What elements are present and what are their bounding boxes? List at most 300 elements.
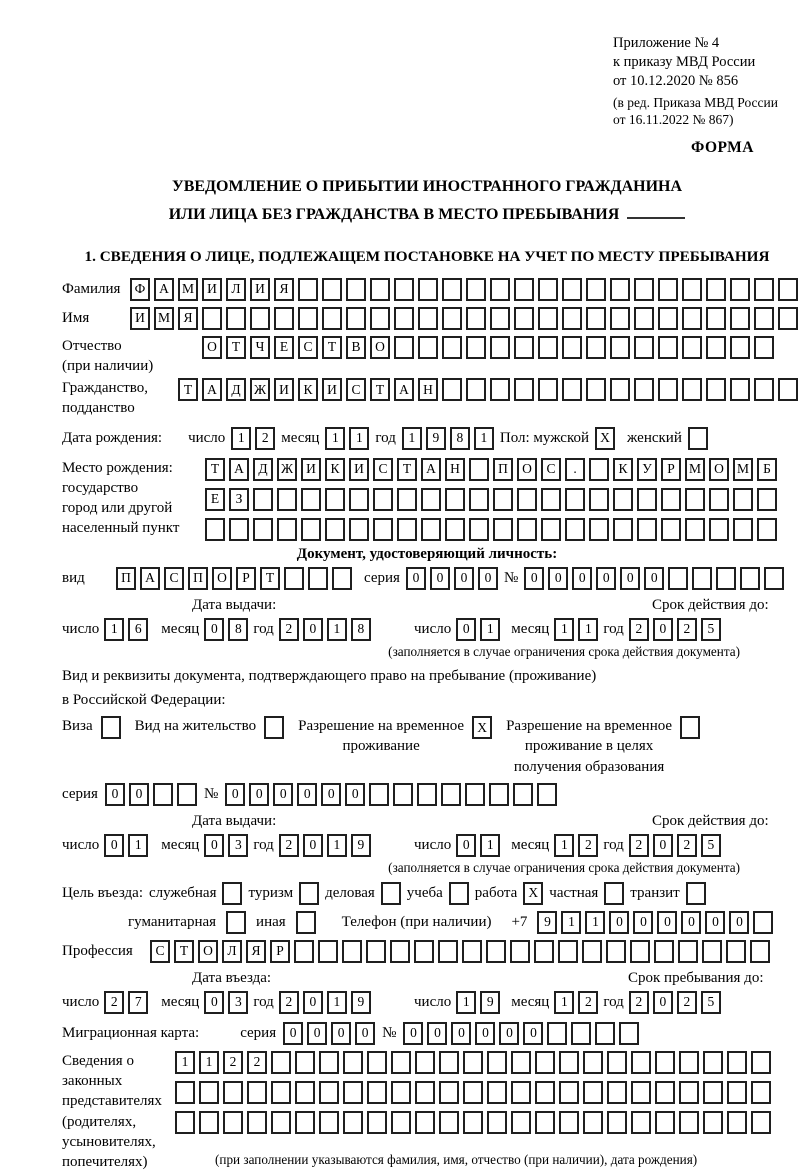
char-box[interactable]: Я [274, 278, 294, 301]
char-box[interactable] [778, 278, 798, 301]
char-box[interactable] [442, 336, 462, 359]
char-box[interactable] [613, 488, 633, 511]
char-box[interactable]: 2 [279, 991, 299, 1014]
char-box[interactable] [514, 336, 534, 359]
char-box[interactable] [517, 488, 537, 511]
char-box[interactable] [264, 716, 284, 739]
char-box[interactable] [685, 488, 705, 511]
char-box[interactable]: 1 [327, 991, 347, 1014]
char-box[interactable]: 0 [609, 911, 629, 934]
char-box[interactable] [511, 1051, 531, 1074]
char-box[interactable]: К [613, 458, 633, 481]
char-box[interactable]: . [565, 458, 585, 481]
char-box[interactable] [370, 278, 390, 301]
char-box[interactable] [730, 378, 750, 401]
char-box[interactable] [343, 1051, 363, 1074]
char-box[interactable] [277, 488, 297, 511]
char-box[interactable] [226, 911, 246, 934]
char-box[interactable] [754, 307, 774, 330]
char-box[interactable] [469, 488, 489, 511]
char-box[interactable] [559, 1051, 579, 1074]
char-box[interactable] [565, 488, 585, 511]
char-box[interactable]: Б [757, 458, 777, 481]
char-box[interactable]: 0 [572, 567, 592, 590]
char-box[interactable] [442, 278, 462, 301]
char-box[interactable] [490, 336, 510, 359]
char-box[interactable] [730, 278, 750, 301]
char-box[interactable] [753, 911, 773, 934]
char-box[interactable]: X [523, 882, 543, 905]
char-box[interactable] [751, 1111, 771, 1134]
char-box[interactable] [284, 567, 304, 590]
char-box[interactable]: М [733, 458, 753, 481]
char-box[interactable] [394, 278, 414, 301]
char-box[interactable]: 0 [104, 834, 124, 857]
char-box[interactable]: М [178, 278, 198, 301]
char-box[interactable] [462, 940, 482, 963]
char-box[interactable] [229, 518, 249, 541]
char-box[interactable] [727, 1111, 747, 1134]
char-box[interactable] [319, 1081, 339, 1104]
char-box[interactable]: 1 [474, 427, 494, 450]
char-box[interactable]: 1 [199, 1051, 219, 1074]
char-box[interactable] [631, 1051, 651, 1074]
char-box[interactable]: 0 [303, 991, 323, 1014]
char-box[interactable]: Ч [250, 336, 270, 359]
char-box[interactable]: 2 [677, 991, 697, 1014]
char-box[interactable]: 0 [478, 567, 498, 590]
char-box[interactable] [610, 378, 630, 401]
char-box[interactable]: 0 [657, 911, 677, 934]
char-box[interactable]: 0 [283, 1022, 303, 1045]
char-box[interactable] [613, 518, 633, 541]
char-box[interactable]: И [274, 378, 294, 401]
char-box[interactable]: А [421, 458, 441, 481]
char-box[interactable] [562, 336, 582, 359]
char-box[interactable] [517, 518, 537, 541]
char-box[interactable]: 0 [596, 567, 616, 590]
char-box[interactable]: 1 [480, 834, 500, 857]
char-box[interactable]: 1 [554, 618, 574, 641]
char-box[interactable] [394, 307, 414, 330]
char-box[interactable] [541, 518, 561, 541]
char-box[interactable]: 0 [653, 618, 673, 641]
char-box[interactable] [595, 1022, 615, 1045]
char-box[interactable]: 3 [228, 991, 248, 1014]
char-box[interactable] [709, 518, 729, 541]
char-box[interactable]: 1 [554, 834, 574, 857]
char-box[interactable] [607, 1051, 627, 1074]
char-box[interactable] [493, 518, 513, 541]
char-box[interactable] [559, 1081, 579, 1104]
char-box[interactable]: 0 [451, 1022, 471, 1045]
char-box[interactable]: П [493, 458, 513, 481]
char-box[interactable] [514, 307, 534, 330]
char-box[interactable]: П [188, 567, 208, 590]
char-box[interactable] [534, 940, 554, 963]
char-box[interactable] [277, 518, 297, 541]
char-box[interactable] [271, 1081, 291, 1104]
char-box[interactable]: Е [274, 336, 294, 359]
char-box[interactable] [466, 307, 486, 330]
char-box[interactable]: Р [236, 567, 256, 590]
char-box[interactable] [490, 378, 510, 401]
char-box[interactable] [319, 1111, 339, 1134]
char-box[interactable] [343, 1081, 363, 1104]
char-box[interactable]: Д [253, 458, 273, 481]
char-box[interactable] [487, 1051, 507, 1074]
char-box[interactable] [565, 518, 585, 541]
char-box[interactable] [247, 1081, 267, 1104]
char-box[interactable]: 0 [297, 783, 317, 806]
char-box[interactable]: 8 [351, 618, 371, 641]
char-box[interactable] [295, 1081, 315, 1104]
char-box[interactable]: С [150, 940, 170, 963]
char-box[interactable] [586, 336, 606, 359]
char-box[interactable]: X [595, 427, 615, 450]
char-box[interactable] [370, 307, 390, 330]
char-box[interactable]: О [198, 940, 218, 963]
char-box[interactable]: 0 [653, 834, 673, 857]
char-box[interactable] [661, 488, 681, 511]
char-box[interactable] [538, 336, 558, 359]
char-box[interactable] [571, 1022, 591, 1045]
char-box[interactable]: Т [174, 940, 194, 963]
char-box[interactable] [332, 567, 352, 590]
char-box[interactable]: Я [178, 307, 198, 330]
char-box[interactable] [318, 940, 338, 963]
char-box[interactable] [688, 427, 708, 450]
char-box[interactable]: 5 [701, 991, 721, 1014]
char-box[interactable] [253, 488, 273, 511]
char-box[interactable] [754, 278, 774, 301]
char-box[interactable] [538, 278, 558, 301]
char-box[interactable] [301, 518, 321, 541]
char-box[interactable]: Ж [277, 458, 297, 481]
char-box[interactable] [397, 488, 417, 511]
char-box[interactable] [101, 716, 121, 739]
char-box[interactable]: 2 [279, 618, 299, 641]
char-box[interactable] [754, 336, 774, 359]
char-box[interactable] [661, 518, 681, 541]
char-box[interactable] [558, 940, 578, 963]
char-box[interactable] [177, 783, 197, 806]
char-box[interactable] [637, 488, 657, 511]
char-box[interactable] [308, 567, 328, 590]
char-box[interactable] [730, 307, 750, 330]
char-box[interactable]: 2 [578, 991, 598, 1014]
char-box[interactable] [391, 1111, 411, 1134]
char-box[interactable] [679, 1051, 699, 1074]
char-box[interactable] [441, 783, 461, 806]
char-box[interactable] [445, 518, 465, 541]
char-box[interactable] [493, 488, 513, 511]
char-box[interactable] [750, 940, 770, 963]
char-box[interactable]: 1 [578, 618, 598, 641]
char-box[interactable] [394, 336, 414, 359]
char-box[interactable] [538, 378, 558, 401]
char-box[interactable] [658, 307, 678, 330]
char-box[interactable]: Ж [250, 378, 270, 401]
char-box[interactable] [438, 940, 458, 963]
char-box[interactable] [709, 488, 729, 511]
char-box[interactable]: 0 [523, 1022, 543, 1045]
char-box[interactable] [415, 1051, 435, 1074]
char-box[interactable]: В [346, 336, 366, 359]
char-box[interactable] [678, 940, 698, 963]
char-box[interactable]: 0 [403, 1022, 423, 1045]
char-box[interactable] [655, 1111, 675, 1134]
char-box[interactable] [716, 567, 736, 590]
char-box[interactable] [510, 940, 530, 963]
char-box[interactable] [299, 882, 319, 905]
char-box[interactable] [751, 1051, 771, 1074]
char-box[interactable]: 9 [351, 991, 371, 1014]
char-box[interactable] [205, 518, 225, 541]
char-box[interactable] [367, 1051, 387, 1074]
char-box[interactable] [349, 518, 369, 541]
char-box[interactable] [415, 1081, 435, 1104]
char-box[interactable] [706, 278, 726, 301]
char-box[interactable] [764, 567, 784, 590]
char-box[interactable] [706, 307, 726, 330]
char-box[interactable]: 2 [247, 1051, 267, 1074]
char-box[interactable]: 0 [355, 1022, 375, 1045]
char-box[interactable]: 0 [307, 1022, 327, 1045]
char-box[interactable] [250, 307, 270, 330]
char-box[interactable]: 0 [633, 911, 653, 934]
char-box[interactable] [727, 1081, 747, 1104]
char-box[interactable]: 0 [427, 1022, 447, 1045]
char-box[interactable] [757, 518, 777, 541]
char-box[interactable]: 1 [585, 911, 605, 934]
char-box[interactable] [757, 488, 777, 511]
char-box[interactable] [465, 783, 485, 806]
char-box[interactable]: И [322, 378, 342, 401]
char-box[interactable] [703, 1051, 723, 1074]
char-box[interactable] [449, 882, 469, 905]
char-box[interactable] [489, 783, 509, 806]
char-box[interactable] [418, 307, 438, 330]
char-box[interactable] [421, 518, 441, 541]
char-box[interactable] [274, 307, 294, 330]
char-box[interactable]: И [301, 458, 321, 481]
char-box[interactable]: 5 [701, 834, 721, 857]
char-box[interactable] [706, 378, 726, 401]
char-box[interactable] [301, 488, 321, 511]
char-box[interactable]: 0 [249, 783, 269, 806]
char-box[interactable] [538, 307, 558, 330]
char-box[interactable]: Н [418, 378, 438, 401]
char-box[interactable]: 2 [629, 834, 649, 857]
char-box[interactable]: 9 [480, 991, 500, 1014]
char-box[interactable]: К [298, 378, 318, 401]
char-box[interactable] [511, 1081, 531, 1104]
char-box[interactable]: 8 [450, 427, 470, 450]
char-box[interactable] [442, 378, 462, 401]
char-box[interactable]: О [370, 336, 390, 359]
char-box[interactable]: Р [661, 458, 681, 481]
char-box[interactable]: С [164, 567, 184, 590]
char-box[interactable] [366, 940, 386, 963]
char-box[interactable] [295, 1051, 315, 1074]
char-box[interactable] [589, 488, 609, 511]
char-box[interactable]: 2 [677, 834, 697, 857]
char-box[interactable] [175, 1081, 195, 1104]
char-box[interactable] [634, 336, 654, 359]
char-box[interactable]: 0 [204, 618, 224, 641]
char-box[interactable]: 0 [273, 783, 293, 806]
char-box[interactable]: А [154, 278, 174, 301]
char-box[interactable]: О [709, 458, 729, 481]
char-box[interactable]: 0 [225, 783, 245, 806]
char-box[interactable]: 1 [128, 834, 148, 857]
char-box[interactable]: 1 [327, 618, 347, 641]
char-box[interactable] [463, 1111, 483, 1134]
char-box[interactable]: 1 [175, 1051, 195, 1074]
char-box[interactable]: Д [226, 378, 246, 401]
char-box[interactable]: 0 [129, 783, 149, 806]
char-box[interactable] [682, 378, 702, 401]
char-box[interactable] [346, 278, 366, 301]
char-box[interactable] [655, 1081, 675, 1104]
char-box[interactable] [637, 518, 657, 541]
char-box[interactable] [319, 1051, 339, 1074]
char-box[interactable]: Т [260, 567, 280, 590]
char-box[interactable] [631, 1081, 651, 1104]
char-box[interactable]: С [373, 458, 393, 481]
char-box[interactable] [655, 1051, 675, 1074]
char-box[interactable] [325, 488, 345, 511]
char-box[interactable]: 2 [629, 618, 649, 641]
char-box[interactable] [253, 518, 273, 541]
char-box[interactable] [682, 278, 702, 301]
char-box[interactable]: И [202, 278, 222, 301]
char-box[interactable]: 1 [554, 991, 574, 1014]
char-box[interactable] [586, 278, 606, 301]
char-box[interactable] [685, 518, 705, 541]
char-box[interactable] [537, 783, 557, 806]
char-box[interactable]: 0 [204, 834, 224, 857]
char-box[interactable]: 1 [402, 427, 422, 450]
char-box[interactable]: 0 [303, 834, 323, 857]
char-box[interactable] [463, 1051, 483, 1074]
char-box[interactable] [679, 1081, 699, 1104]
char-box[interactable] [322, 278, 342, 301]
char-box[interactable] [322, 307, 342, 330]
char-box[interactable] [547, 1022, 567, 1045]
char-box[interactable]: Н [445, 458, 465, 481]
char-box[interactable] [390, 940, 410, 963]
char-box[interactable] [733, 488, 753, 511]
char-box[interactable]: 1 [325, 427, 345, 450]
char-box[interactable]: И [130, 307, 150, 330]
char-box[interactable]: 1 [456, 991, 476, 1014]
char-box[interactable] [668, 567, 688, 590]
char-box[interactable] [393, 783, 413, 806]
char-box[interactable] [634, 378, 654, 401]
char-box[interactable] [415, 1111, 435, 1134]
char-box[interactable]: 0 [204, 991, 224, 1014]
char-box[interactable] [583, 1081, 603, 1104]
char-box[interactable] [369, 783, 389, 806]
char-box[interactable] [589, 458, 609, 481]
char-box[interactable]: И [349, 458, 369, 481]
char-box[interactable] [469, 518, 489, 541]
char-box[interactable] [367, 1111, 387, 1134]
char-box[interactable] [439, 1051, 459, 1074]
char-box[interactable] [199, 1081, 219, 1104]
char-box[interactable]: Л [226, 278, 246, 301]
char-box[interactable] [222, 882, 242, 905]
char-box[interactable]: З [229, 488, 249, 511]
char-box[interactable] [343, 1111, 363, 1134]
char-box[interactable] [740, 567, 760, 590]
char-box[interactable]: Т [322, 336, 342, 359]
char-box[interactable]: С [541, 458, 561, 481]
char-box[interactable] [223, 1081, 243, 1104]
char-box[interactable]: 0 [681, 911, 701, 934]
char-box[interactable] [535, 1051, 555, 1074]
char-box[interactable] [175, 1111, 195, 1134]
char-box[interactable]: 0 [644, 567, 664, 590]
char-box[interactable] [487, 1111, 507, 1134]
char-box[interactable] [778, 307, 798, 330]
char-box[interactable] [610, 336, 630, 359]
char-box[interactable]: И [250, 278, 270, 301]
char-box[interactable] [733, 518, 753, 541]
char-box[interactable]: О [517, 458, 537, 481]
char-box[interactable] [606, 940, 626, 963]
char-box[interactable]: 0 [345, 783, 365, 806]
char-box[interactable] [589, 518, 609, 541]
char-box[interactable] [418, 336, 438, 359]
char-box[interactable] [490, 307, 510, 330]
char-box[interactable]: 1 [231, 427, 251, 450]
char-box[interactable] [421, 488, 441, 511]
char-box[interactable]: П [116, 567, 136, 590]
char-box[interactable]: 1 [480, 618, 500, 641]
char-box[interactable]: Т [205, 458, 225, 481]
char-box[interactable] [658, 278, 678, 301]
char-box[interactable] [223, 1111, 243, 1134]
char-box[interactable]: 0 [499, 1022, 519, 1045]
char-box[interactable]: 0 [705, 911, 725, 934]
char-box[interactable] [610, 307, 630, 330]
char-box[interactable] [654, 940, 674, 963]
char-box[interactable] [439, 1111, 459, 1134]
char-box[interactable] [466, 378, 486, 401]
char-box[interactable]: Л [222, 940, 242, 963]
char-box[interactable] [634, 278, 654, 301]
char-box[interactable] [414, 940, 434, 963]
char-box[interactable] [562, 278, 582, 301]
char-box[interactable]: А [140, 567, 160, 590]
char-box[interactable] [682, 307, 702, 330]
char-box[interactable]: 0 [430, 567, 450, 590]
char-box[interactable]: 0 [406, 567, 426, 590]
char-box[interactable] [610, 278, 630, 301]
char-box[interactable]: Т [370, 378, 390, 401]
char-box[interactable]: О [212, 567, 232, 590]
char-box[interactable]: 0 [653, 991, 673, 1014]
char-box[interactable]: Ф [130, 278, 150, 301]
char-box[interactable] [706, 336, 726, 359]
char-box[interactable] [658, 378, 678, 401]
char-box[interactable] [271, 1111, 291, 1134]
char-box[interactable]: 9 [426, 427, 446, 450]
char-box[interactable] [153, 783, 173, 806]
